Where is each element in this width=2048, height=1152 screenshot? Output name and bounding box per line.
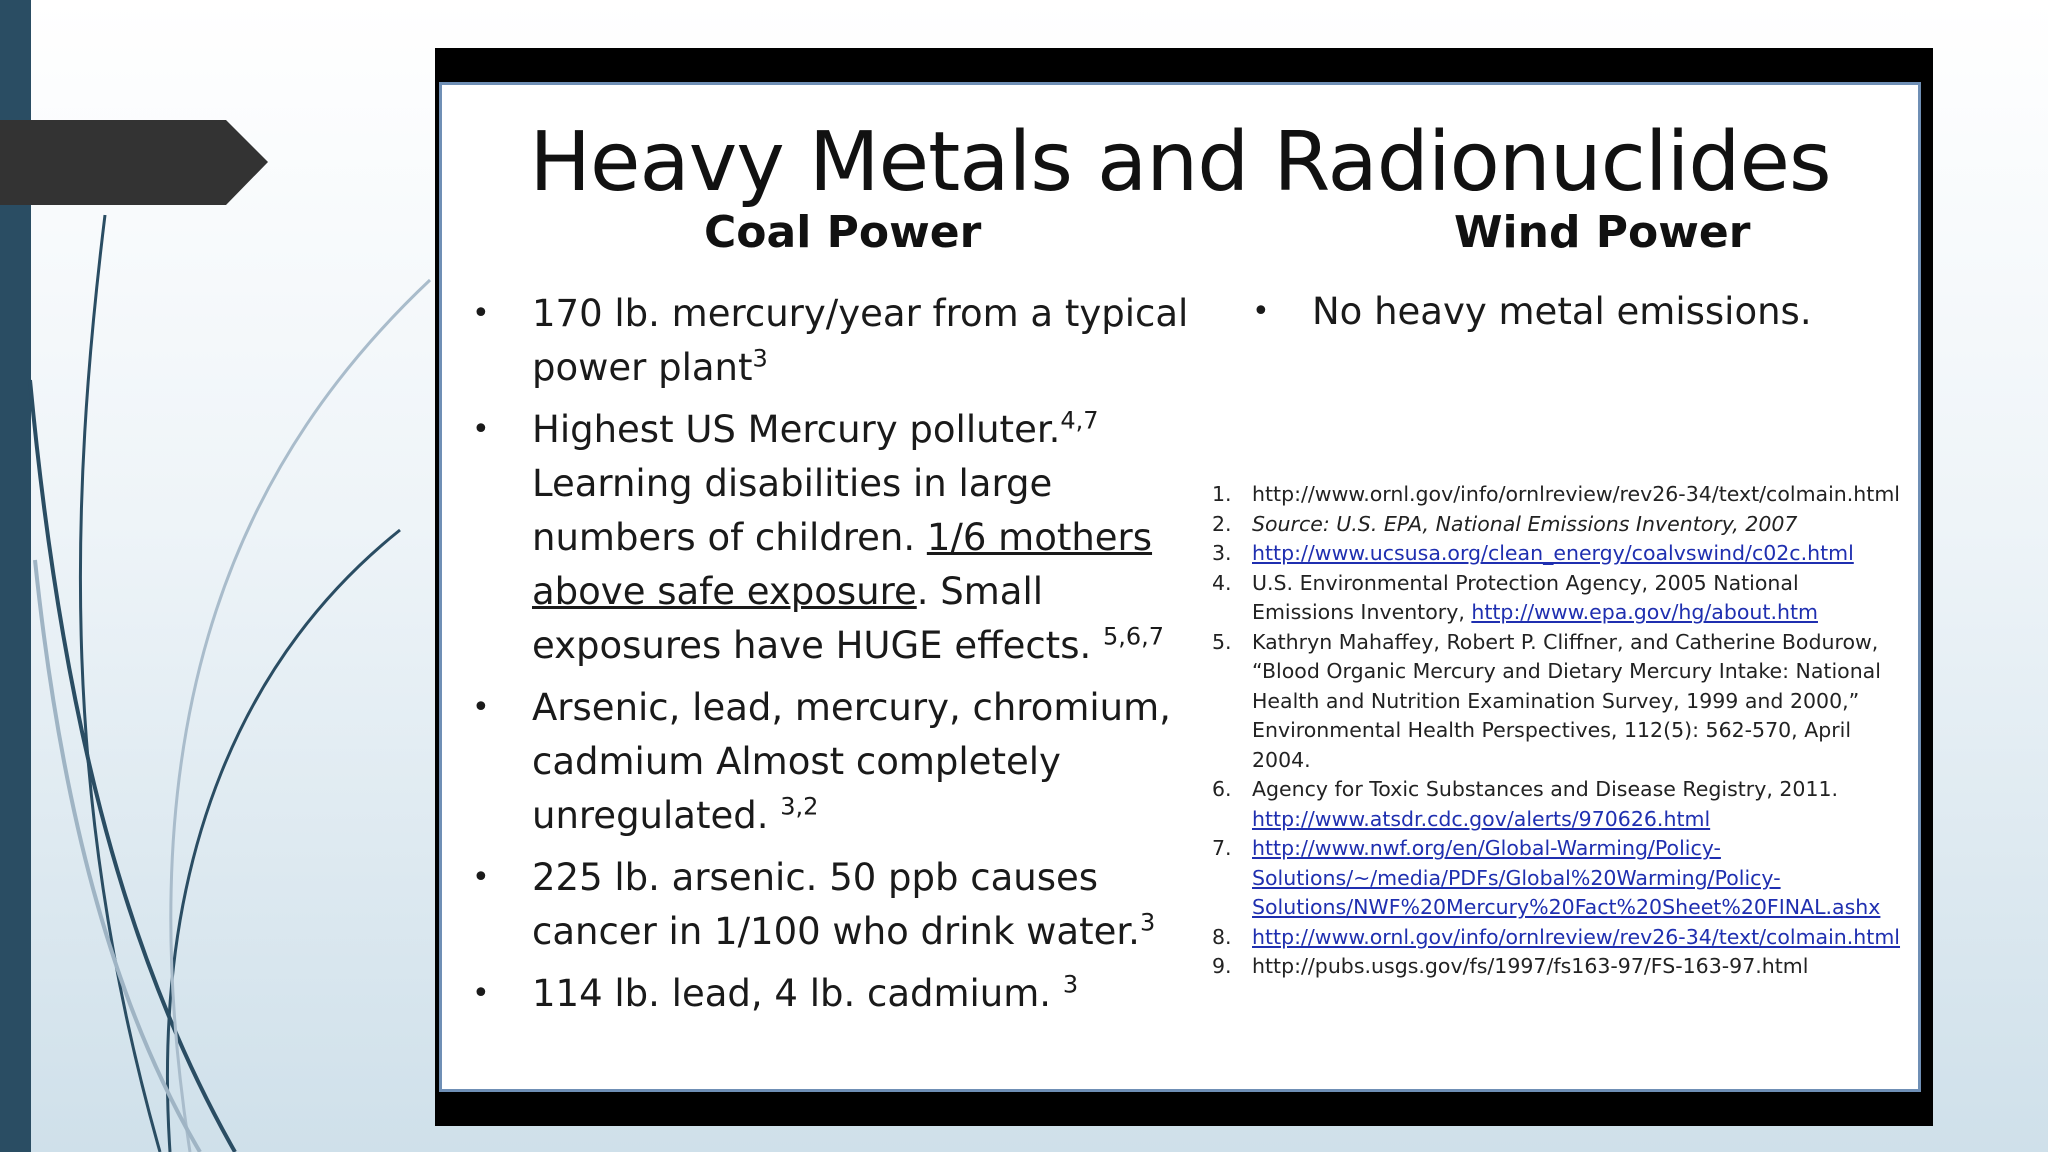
reference-number: 2.: [1212, 511, 1232, 536]
underlined-text: 1/6 mothers above safe exposure: [532, 516, 1153, 613]
citation-sup: 3: [1062, 970, 1079, 999]
bullet-text: Highest US Mercury polluter.: [532, 408, 1061, 451]
reference-number: 4.: [1212, 570, 1232, 595]
reference-item: [1212, 539, 1902, 569]
bullet-dot: •: [472, 296, 490, 331]
reference-item: [1212, 923, 1902, 953]
reference-item: [1212, 480, 1902, 510]
reference-number: 3.: [1212, 541, 1232, 565]
reference-number: 8.: [1212, 924, 1232, 949]
coal-bullet: [462, 681, 1202, 843]
references-list: [1212, 480, 1902, 982]
reference-item: [1212, 510, 1902, 540]
bullet-text: 114 lb. lead, 4 lb. cadmium.: [532, 972, 1063, 1015]
reference-link[interactable]: http://www.ucsusa.org/clean_energy/coalvswind/c02c.html: [1252, 541, 1854, 565]
reference-number: 6.: [1212, 777, 1232, 801]
coal-bullet: [462, 967, 1202, 1021]
reference-number: 1.: [1212, 482, 1232, 506]
reference-link[interactable]: http://www.ornl.gov/info/ornlreview/rev26-34/text/colmain.html: [1252, 924, 1901, 949]
reference-number: 7.: [1212, 836, 1232, 860]
coal-bullet: [462, 287, 1202, 395]
reference-text: http://pubs.usgs.gov/fs/1997/fs163-97/FS-163-97.html: [1252, 954, 1809, 978]
coal-power-heading: Coal Power: [704, 207, 982, 258]
slide-image: [435, 48, 1933, 1126]
bullet-dot: •: [472, 690, 490, 725]
coal-bullet: [462, 403, 1202, 673]
slide-content: [439, 82, 1921, 1092]
wind-bullet: [1242, 285, 1812, 339]
bullet-text: 225 lb. arsenic. 50 ppb causes cancer in 1/100 who drink water.: [532, 856, 1140, 953]
reference-item: [1212, 628, 1902, 776]
reference-text: Kathryn Mahaffey, Robert P. Cliffner, and Catherine Bodurow, “Blood Organic Mercury and Dietary Mercury Intake: National Health and Nutrition Examination Survey, 1999 and 2000,” Environmental Health Perspectives, 112(5): 562-570, April 2004.: [1252, 629, 1881, 772]
citation-sup: 5,6,7: [1103, 622, 1165, 651]
reference-text: Agency for Toxic Substances and Disease Registry, 2011.: [1252, 777, 1839, 801]
reference-item: [1212, 834, 1902, 923]
citation-sup: 3,2: [780, 792, 819, 821]
reference-number: 9.: [1212, 954, 1232, 978]
arrow-tab: [0, 120, 268, 205]
reference-text: U.S. Environmental Protection Agency, 2005 National Emissions Inventory,: [1252, 570, 1799, 624]
reference-link[interactable]: http://www.epa.gov/hg/about.htm: [1471, 600, 1818, 624]
bullet-text: . Small exposures have HUGE effects.: [532, 570, 1103, 667]
bullet-text: No heavy metal emissions.: [1312, 290, 1812, 333]
citation-sup: 3: [752, 344, 768, 373]
bullet-text: 170 lb. mercury/year from a typical power plant: [532, 292, 1189, 389]
reference-item: [1212, 569, 1902, 628]
wind-bullet-list: [1242, 285, 1812, 347]
reference-text: Source: U.S. EPA, National Emissions Inventory, 2007: [1252, 511, 1798, 536]
coal-bullet: [462, 851, 1202, 959]
citation-sup: 4,7: [1060, 406, 1099, 435]
bullet-dot: •: [472, 976, 490, 1011]
coal-bullet-list: [462, 287, 1202, 1029]
bullet-text: Learning disabilities in large numbers of children.: [532, 462, 1053, 559]
reference-link[interactable]: http://www.atsdr.cdc.gov/alerts/970626.html: [1252, 806, 1711, 831]
slide-title: Heavy Metals and Radionuclides: [529, 115, 1831, 210]
reference-number: 5.: [1212, 629, 1232, 654]
citation-sup: 3: [1139, 908, 1156, 937]
bullet-dot: •: [472, 860, 490, 895]
reference-item: [1212, 952, 1902, 982]
bullet-text: Arsenic, lead, mercury, chromium, cadmium Almost completely unregulated.: [532, 686, 1171, 837]
reference-link[interactable]: http://www.nwf.org/en/Global-Warming/Policy-Solutions/~/media/PDFs/Global%20Warming/Policy-Solutions/NWF%20Mercury%20Fact%20Sheet%20FINAL.ashx: [1252, 836, 1881, 919]
reference-text: http://www.ornl.gov/info/ornlreview/rev26-34/text/colmain.html: [1252, 482, 1901, 506]
bullet-dot: •: [1252, 294, 1270, 329]
wind-power-heading: Wind Power: [1454, 207, 1751, 258]
reference-item: [1212, 775, 1902, 834]
bullet-dot: •: [472, 412, 490, 447]
